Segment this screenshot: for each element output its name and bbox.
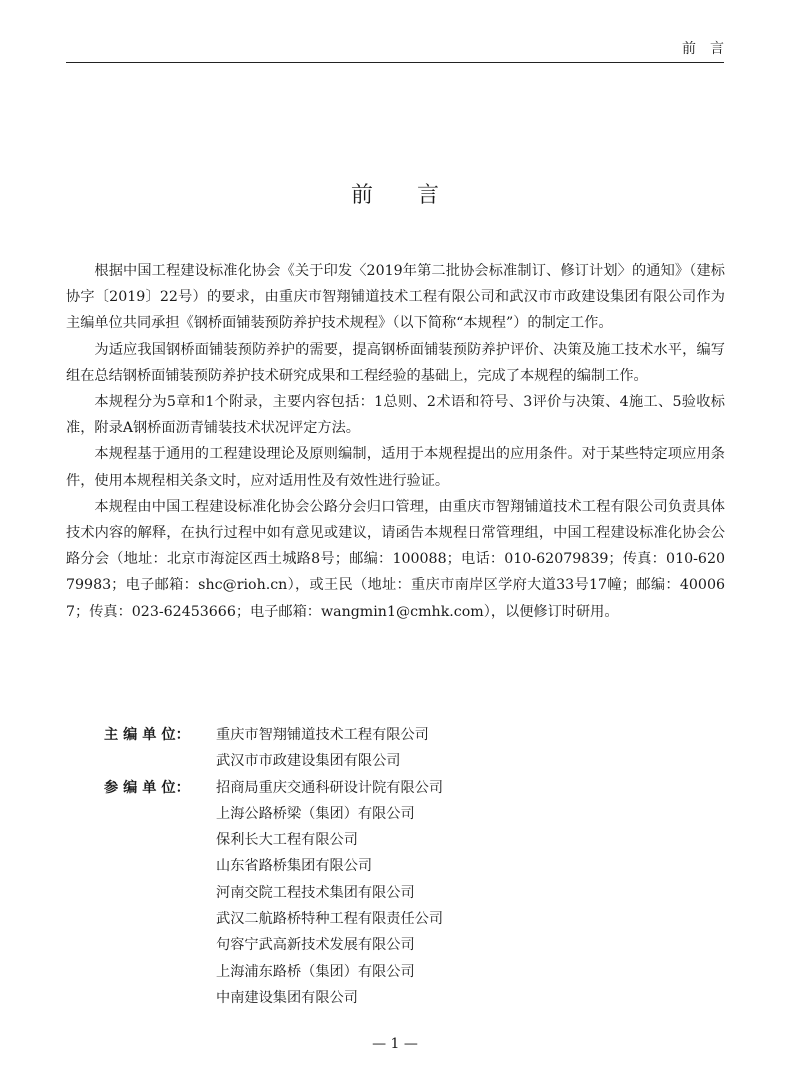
page-number: — 1 — [372, 1036, 418, 1052]
chief-units-group [104, 722, 443, 775]
paragraph-basis: 根据中国工程建设标准化协会《关于印发〈2019年第二批协会标准制订、修订计划〉的通知》（建标协字〔2019〕22号）的要求，由重庆市智翔铺道技术工程有限公司和武汉市市政建设集团有限公司作为主编单位共同承担《钢桥面铺装预防养护技术规程》（以下简称“本规程”）的制定工作。 [66, 263, 725, 332]
running-head: 前言 [682, 41, 738, 57]
drafting-units [104, 722, 443, 1011]
unit-item: 武汉市市政建设集团有限公司 [216, 753, 401, 770]
unit-item: 重庆市智翔铺道技术工程有限公司 [216, 727, 429, 743]
unit-item: 上海公路桥梁（集团）有限公司 [216, 805, 415, 822]
page-title-text: 前言 [350, 183, 483, 208]
chief-units-label: 主 编 单 位： [104, 727, 190, 743]
unit-item: 句容宁武高新技术发展有限公司 [216, 937, 415, 954]
paragraph-purpose: 为适应我国钢桥面铺装预防养护的需要，提高钢桥面铺装预防养护评价、决策及施工技术水平，编写组在总结钢桥面铺装预防养护技术研究成果和工程经验的基础上，完成了本规程的编制工作。 [66, 341, 725, 384]
participating-units-list [216, 775, 443, 1012]
unit-item: 保利长大工程有限公司 [216, 832, 358, 849]
paragraph-management: 本规程由中国工程建设标准化协会公路分会归口管理，由重庆市智翔铺道技术工程有限公司负责具体技术内容的解释，在执行过程中如有意见或建议，请函告本规程日常管理组，中国工程建设标准化协会公路分会（地址：北京市海淀区西土城路8号；邮编：100088；电话：010-62079839；传真：010-62079983；电子邮箱：shc@rioh.cn），或王民（地址：重庆市南岸区学府大道33号17幢；邮编：400067；传真：023-62453666；电子邮箱：wangmin1@cmhk.com），以便修订时研用。 [66, 498, 725, 620]
header-rule [66, 62, 724, 63]
page-title [0, 178, 790, 209]
participating-units-label: 参 编 单 位： [104, 779, 190, 796]
paragraph-contents: 本规程分为5章和1个附录，主要内容包括：1总则、2术语和符号、3评价与决策、4施工、5验收标准，附录A钢桥面沥青铺装技术状况评定方法。 [66, 394, 725, 437]
participating-units-group [104, 775, 443, 1012]
unit-item: 上海浦东路桥（集团）有限公司 [216, 963, 415, 980]
unit-item: 山东省路桥集团有限公司 [216, 858, 373, 875]
unit-item: 河南交院工程技术集团有限公司 [216, 884, 415, 901]
unit-item: 中南建设集团有限公司 [216, 989, 358, 1006]
paragraph-applicability: 本规程基于通用的工程建设理论及原则编制，适用于本规程提出的应用条件。对于某些特定项应用条件，使用本规程相关条文时，应对适用性及有效性进行验证。 [66, 446, 725, 489]
unit-item: 招商局重庆交通科研设计院有限公司 [216, 779, 444, 796]
preface-body [66, 258, 725, 625]
chief-units-list [216, 722, 429, 775]
unit-item: 武汉二航路桥特种工程有限责任公司 [216, 911, 444, 928]
